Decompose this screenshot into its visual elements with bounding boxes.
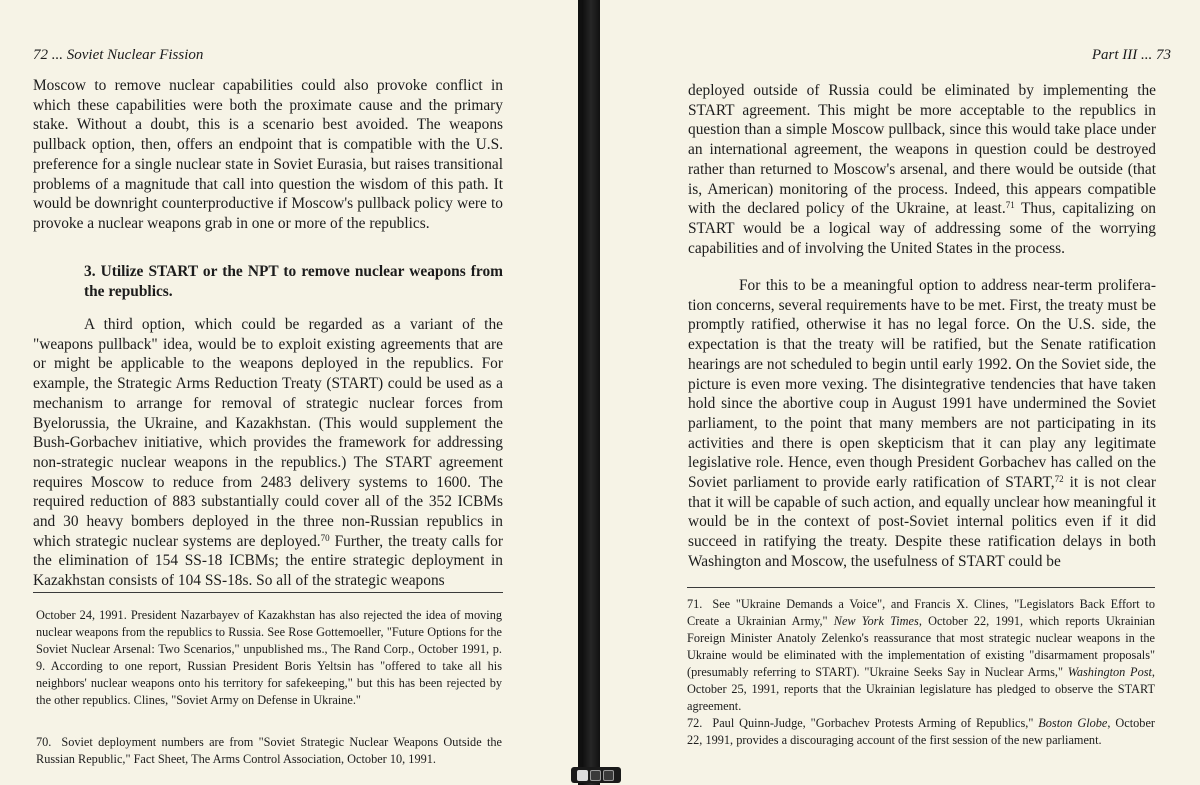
left-paragraph-1: Moscow to remove nuclear capabilities could also provoke conflict in which these capabilities were both the proximate cause and the primary stake. Without a doubt, this is a scenario best avoided. The weapons pullback option, then, offers an endpoint that is compatible with the U.S. preference for a single nuclear state in Soviet Eurasia, but raises transitional problems of a magnitude that call into question the wisdom of this path. It would be downright counterproductive if Moscow's pullback policy were to provoke a nuclear weapons grab in one or more of the republics.: [33, 77, 503, 232]
left-body-text: [33, 76, 503, 234]
right-page: [600, 0, 1200, 785]
footnote-71-text-a: See "Ukraine Demands a Voice", and Francis X. Clines, "Legislators Back Effort to Create a Ukrainian Army,": [687, 597, 1155, 628]
left-body-text-2: [33, 315, 503, 591]
left-running-head: 72 ... Soviet Nuclear Fission: [33, 47, 204, 63]
footnote-ref-71[interactable]: 71: [1005, 200, 1015, 211]
footnote-70: [36, 734, 502, 768]
footnote-72-number: 72.: [687, 716, 703, 730]
right-paragraph-1-text: deployed outside of Russia could be eliminated by implementing the START agreement. This might be more acceptable to the republics in question than a simple Moscow pullback, since this would take place under an international agreement, the weapons in question could be destroyed rather than returned to Moscow's arsenal, and there would be outside (that is, American) monitoring of the process. Indeed, this appears compatible with the declared policy of the Ukraine, at least.: [688, 82, 1156, 218]
left-paragraph-2-text-end: Further, the treaty calls for the elimination of 154 SS-18 ICBMs; the entire strategic deployment in Kazakhstan consists of 104 SS-18s. So all of the strategic weapons: [33, 532, 504, 590]
left-page: [0, 0, 582, 785]
footnote-71-text-c: , October 25, 1991, reports that the Ukrainian legislature has pledged to observe the START agreement.: [687, 665, 1155, 713]
footnote-72-text-b: , October 22, 1991, provides a discouraging account of the first session of the new parliament.: [687, 716, 1156, 747]
footnote-71-wapo: Washington Post: [1067, 665, 1152, 679]
right-body-text: [688, 81, 1156, 258]
footnote-72: [687, 715, 1155, 749]
footnote-ref-70[interactable]: 70: [320, 532, 330, 543]
right-paragraph-2: [688, 276, 1156, 572]
left-section-block: [33, 262, 503, 301]
section-heading: 3. Utilize START or the NPT to remove nuclear weapons from the republics.: [84, 263, 503, 300]
book-gutter: [582, 0, 600, 785]
page-indicator-dot-3[interactable]: [603, 770, 614, 781]
left-footnote-rule: [33, 592, 503, 593]
right-body-text-2: [688, 276, 1156, 572]
right-paragraph-2-text-end: it is not clear that it will be capable of such action, and equally unclear how meaningful it would be in the context of post-Soviet internal politics even if it did succeed in ratifying the treaty. Despite these ratification delays in both Washington and Moscow, the usefulness of START could be: [688, 474, 1156, 570]
footnote-71-number: 71.: [687, 597, 703, 611]
page-view-indicator[interactable]: [571, 767, 621, 783]
footnote-72-globe: Boston Globe: [1038, 716, 1108, 730]
right-paragraph-2-text: For this to be a meaningful option to address near-term prolifera-tion concerns, several requirements have to be met. First, the treaty must be promptly ratified, otherwise it has no legal force. On the U.S. side, the expectation is that the treaty will be ratified, but the Senate ratification hearings are not scheduled to begin until early 1992. On the Soviet side, the picture is even more vexing. The disintegrative tendencies that have taken hold since the abortive coup in August 1991 have undermined the Soviet parliament, to the point that many members are not participating in its activities and there is open skepticism that it can play any legitimate legislative role. Hence, even though President Gorbachev has called on the Soviet parliament to provide early ratification of START,: [688, 277, 1156, 492]
right-paragraph-1-text-end: Thus, capitalizing on START would be a logical way of addressing some of the worrying capabilities and of involving the United States in the process.: [688, 200, 1156, 257]
footnote-72-text-a: Paul Quinn-Judge, "Gorbachev Protests Arming of Republics,": [712, 716, 1039, 730]
right-running-head: Part III ... 73: [1091, 47, 1171, 63]
left-footnote-continued: October 24, 1991. President Nazarbayev of Kazakhstan has also rejected the idea of moving nuclear weapons from the republics to Russia. See Rose Gottemoeller, "Future Options for the Soviet Nuclear Arsenal: Two Scenarios," unpublished ms., The Rand Corp., October 1991, p. 9. According to one report, Russian President Boris Yeltsin has "offered to take all his neighbors' nuclear weapons onto his territory for safekeeping," but this has been rejected by the other republics. Clines, "Soviet Army on Defense in Ukraine.": [36, 608, 502, 707]
footnote-70-number: 70.: [36, 735, 52, 749]
footnote-70-text: Soviet deployment numbers are from "Soviet Strategic Nuclear Weapons Outside the Russian Republic," Fact Sheet, The Arms Control Association, October 10, 1991.: [36, 735, 502, 766]
page-indicator-dot-1[interactable]: [577, 770, 588, 781]
right-footnote-rule: [687, 587, 1155, 588]
footnote-71: [687, 596, 1155, 715]
footnote-71-nyt: New York Times: [833, 614, 919, 628]
left-paragraph-2-text: A third option, which could be regarded as a variant of the "weapons pullback" idea, would be to exploit existing agreements that are or might be applicable to the weapons deployed in the republics. For example, the Strategic Arms Reduction Treaty (START) could be used as a mechanism to arrange for removal of strategic nuclear forces from Byelorussia, the Ukraine, and Kazakhstan. (This would supplement the Bush-Gorbachev initiative, which provides the framework for addressing non-strategic nuclear weapons in the republics.) The START agreement requires Moscow to reduce from 2483 delivery systems to 1600. The required reduction of 883 substantially could cover all of the 352 ICBMs and 30 heavy bombers deployed in the three non-Russian republics in which strategic nuclear systems are deployed.: [33, 316, 503, 550]
page-indicator-dot-2[interactable]: [590, 770, 601, 781]
left-paragraph-2: [33, 315, 503, 591]
footnote-ref-72[interactable]: 72: [1054, 474, 1064, 485]
right-paragraph-1: [688, 81, 1156, 258]
footnote-71-text-b: , October 22, 1991, which reports Ukrainian Foreign Minister Anatoly Zelenko's reassurance that most strategic nuclear weapons in the Ukraine would be eliminated with the implementation of existing "disarmament proposals" (presumably referring to START). "Ukraine Seeks Say in Nuclear Arms,": [687, 614, 1156, 679]
